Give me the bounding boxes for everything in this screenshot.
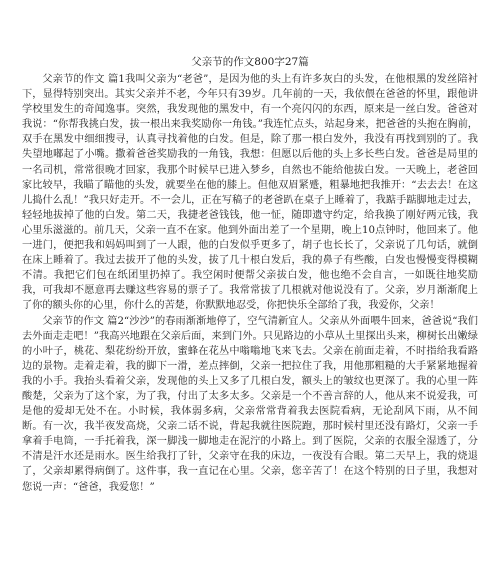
document-paragraph: 父亲节的作文 篇1我叫父亲为“老爸”，是因为他的头上有许多灰白的头发，在他根黑的发丝陪衬下，显得特别突出。其实父亲并不老，今年只有39岁。几年前的一天，我依偎在爸爸的怀里，跟他讲学校里发生的奇闻逸事。突然，我发现他的黑发中，有一个亮闪闪的东西，原来是一丝白发。爸爸对我说：“你帮我挑白发，拔一根出来我奖励你一角钱。”我连忙点头，站起身来，把爸爸的头抱在胸前，双手在黑发中细细搜寻，认真寻找着他的白发。但是，除了那一根白发外，我没有再找到别的了。我失望地嘟起了小嘴。撒着爸爸奖励我的一角钱，我想：但愿以后他的头上多长些白发。爸爸是局里的一名司机，常常很晚才回家，我那个时候早已进入梦乡，自然也不能给他拔白发。一天晚上，老爸回家比较早，我瞄了瞄他的头发，就要坐在他的膝上。但他双眉紧蹙，粗暴地把我推开：“去去去！在这儿捣什么乱！”我只好走开。不一会儿，正在写稿子的老爸趴在桌子上睡着了，我踮手踮脚地走过去，轻轻地拔掉了他的白发。第二天，我捷老爸钱钱，他一怔，随即遗守约定，给我换了刚好两元钱，我心里乐滋滋的。前几天，父亲一直不在家。他到外面出差了一个星期，晚上10点钟时，他回来了。他一进门，便把我和妈妈叫到了一人跟，他的白发似乎更多了，胡子也长长了，父亲说了几句话，就倒在床上睡着了。我过去拔开了他的头发，拔了几十根白发后，我的鼻子有些酸，白发也慢慢变得模糊不清。我把它们包在纸团里扔掉了。我空闲时便帮父亲拔白发，他也绝不会自言，一如既往地奖励我，可我却不愿意再去赚这些容易的票子了。我常常拔了几根就对他说没有了。父亲，岁月渐渐爬上了你的额头你的心里，你什么的苦楚，你默默地忍受，你把快乐全部给了我，我爱你，父亲！	[22, 74, 478, 312]
document-paragraph: 父亲节的作文 篇2“沙沙”的春雨渐渐地停了，空气清新宜人。父亲从外面喂牛回来，爸爸说“我们去外面走走吧！”我高兴地跟在父亲后面，来到门外。只见路边的小草从土里探出头来，柳树长出嫩绿的小叶子，桃花、梨花纷纷开放，蜜蜂在花丛中嗡嗡地飞来飞去。父亲在前面走着，不时指给我看路边的景物。走着走着，我的脚下一滑，差点摔倒，父亲一把拉住了我，用他那粗糙的大手紧紧地握着我的小手。我抬头看着父亲，发现他的头上又多了几根白发，额头上的皱纹也更深了。我的心里一阵酸楚，父亲为了这个家，为了我，付出了太多太多。父亲是一个不善言辞的人，他从来不说爱我，可是他的爱却无处不在。小时候，我体弱多病，父亲常常背着我去医院看病，无论刮风下雨，从不间断。有一次，我半夜发高烧，父亲二话不说，背起我就往医院跑，那时候村里还没有路灯，父亲一手拿着手电筒，一手托着我，深一脚浅一脚地走在泥泞的小路上。到了医院，父亲的衣服全湿透了，分不清是汗水还是雨水。医生给我打了针，父亲守在我的床边，一夜没有合眼。第二天早上，我的烧退了，父亲却累得病倒了。这件事，我一直记在心里。父亲，您辛苦了！在这个特别的日子里，我想对您说一声：“爸爸，我爱您！”	[22, 315, 478, 493]
document-title: 父亲节的作文800字27篇	[191, 56, 309, 68]
